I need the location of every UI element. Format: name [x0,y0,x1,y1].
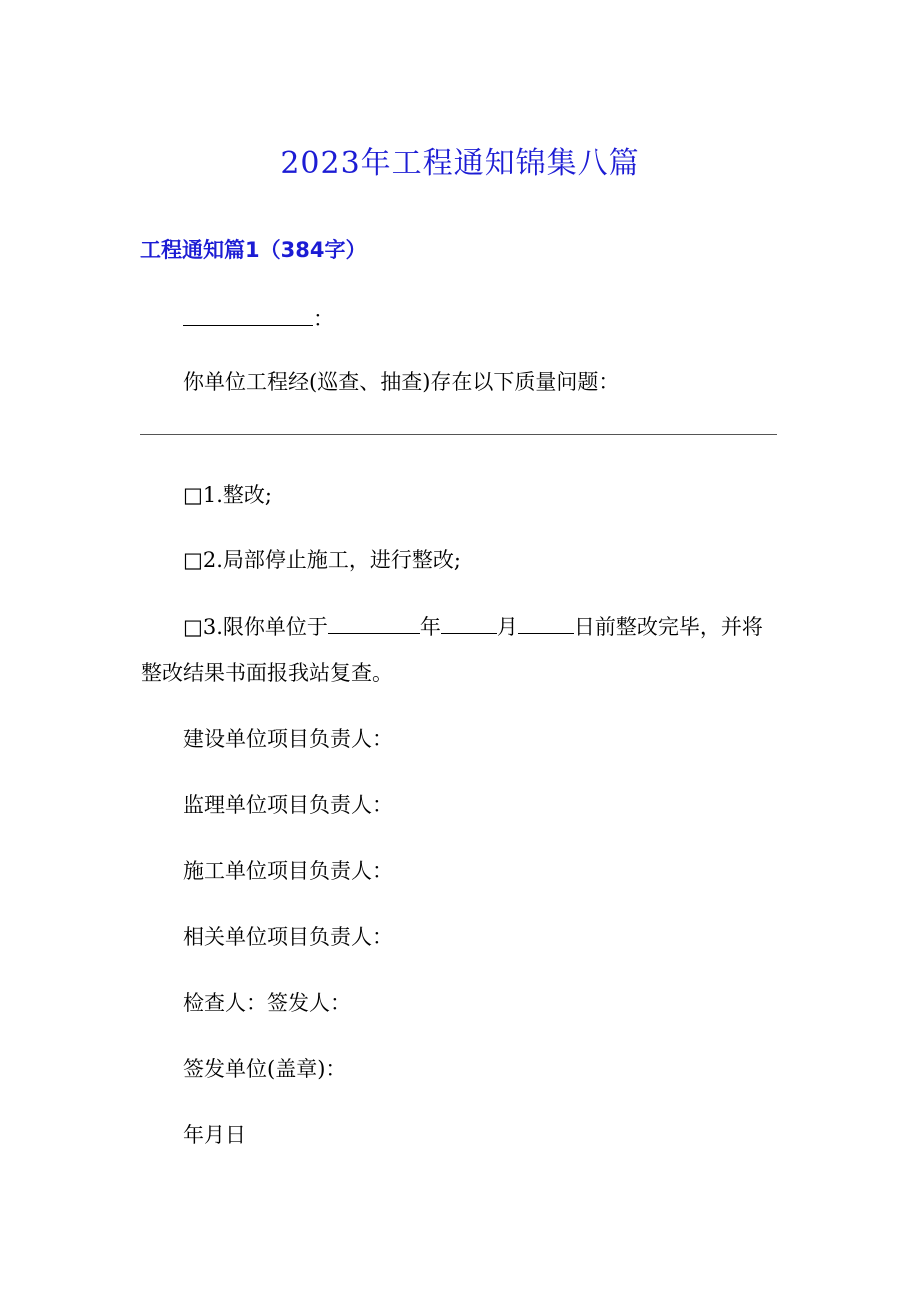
sign-issuer-seal: 签发单位(盖章)： [183,1057,347,1081]
option-3 [0,612,920,642]
sign-construction: 建设单位项目负责人： [183,727,393,751]
month-label: 月 [496,615,518,639]
date-line: 年月日 [183,1123,246,1147]
document-title: 2023年工程通知锦集八篇 [280,146,640,181]
option-3-suffix: 日前整改完毕，并将 [573,615,763,639]
sign-contractor: 施工单位项目负责人： [183,859,393,883]
option-3-continued: 整改结果书面报我站复查。 [141,661,393,685]
sign-inspector: 检查人：签发人： [183,991,351,1015]
option-3-prefix: □3.限你单位于 [183,615,328,639]
addressee-line [0,303,920,334]
intro-text: 你单位工程经(巡查、抽查)存在以下质量问题： [183,370,620,394]
section-heading: 工程通知篇1（384字） [140,238,367,262]
sign-supervision: 监理单位项目负责人： [183,793,393,817]
day-blank [518,613,574,634]
addressee-suffix: ： [313,307,334,331]
year-blank [328,613,420,634]
sign-related: 相关单位项目负责人： [183,925,393,949]
year-label: 年 [419,615,441,639]
month-blank [441,613,497,634]
fill-in-rule [140,434,777,435]
addressee-blank [183,303,313,326]
option-2: □2.局部停止施工，进行整改; [183,548,461,572]
option-1: □1.整改; [183,483,272,507]
